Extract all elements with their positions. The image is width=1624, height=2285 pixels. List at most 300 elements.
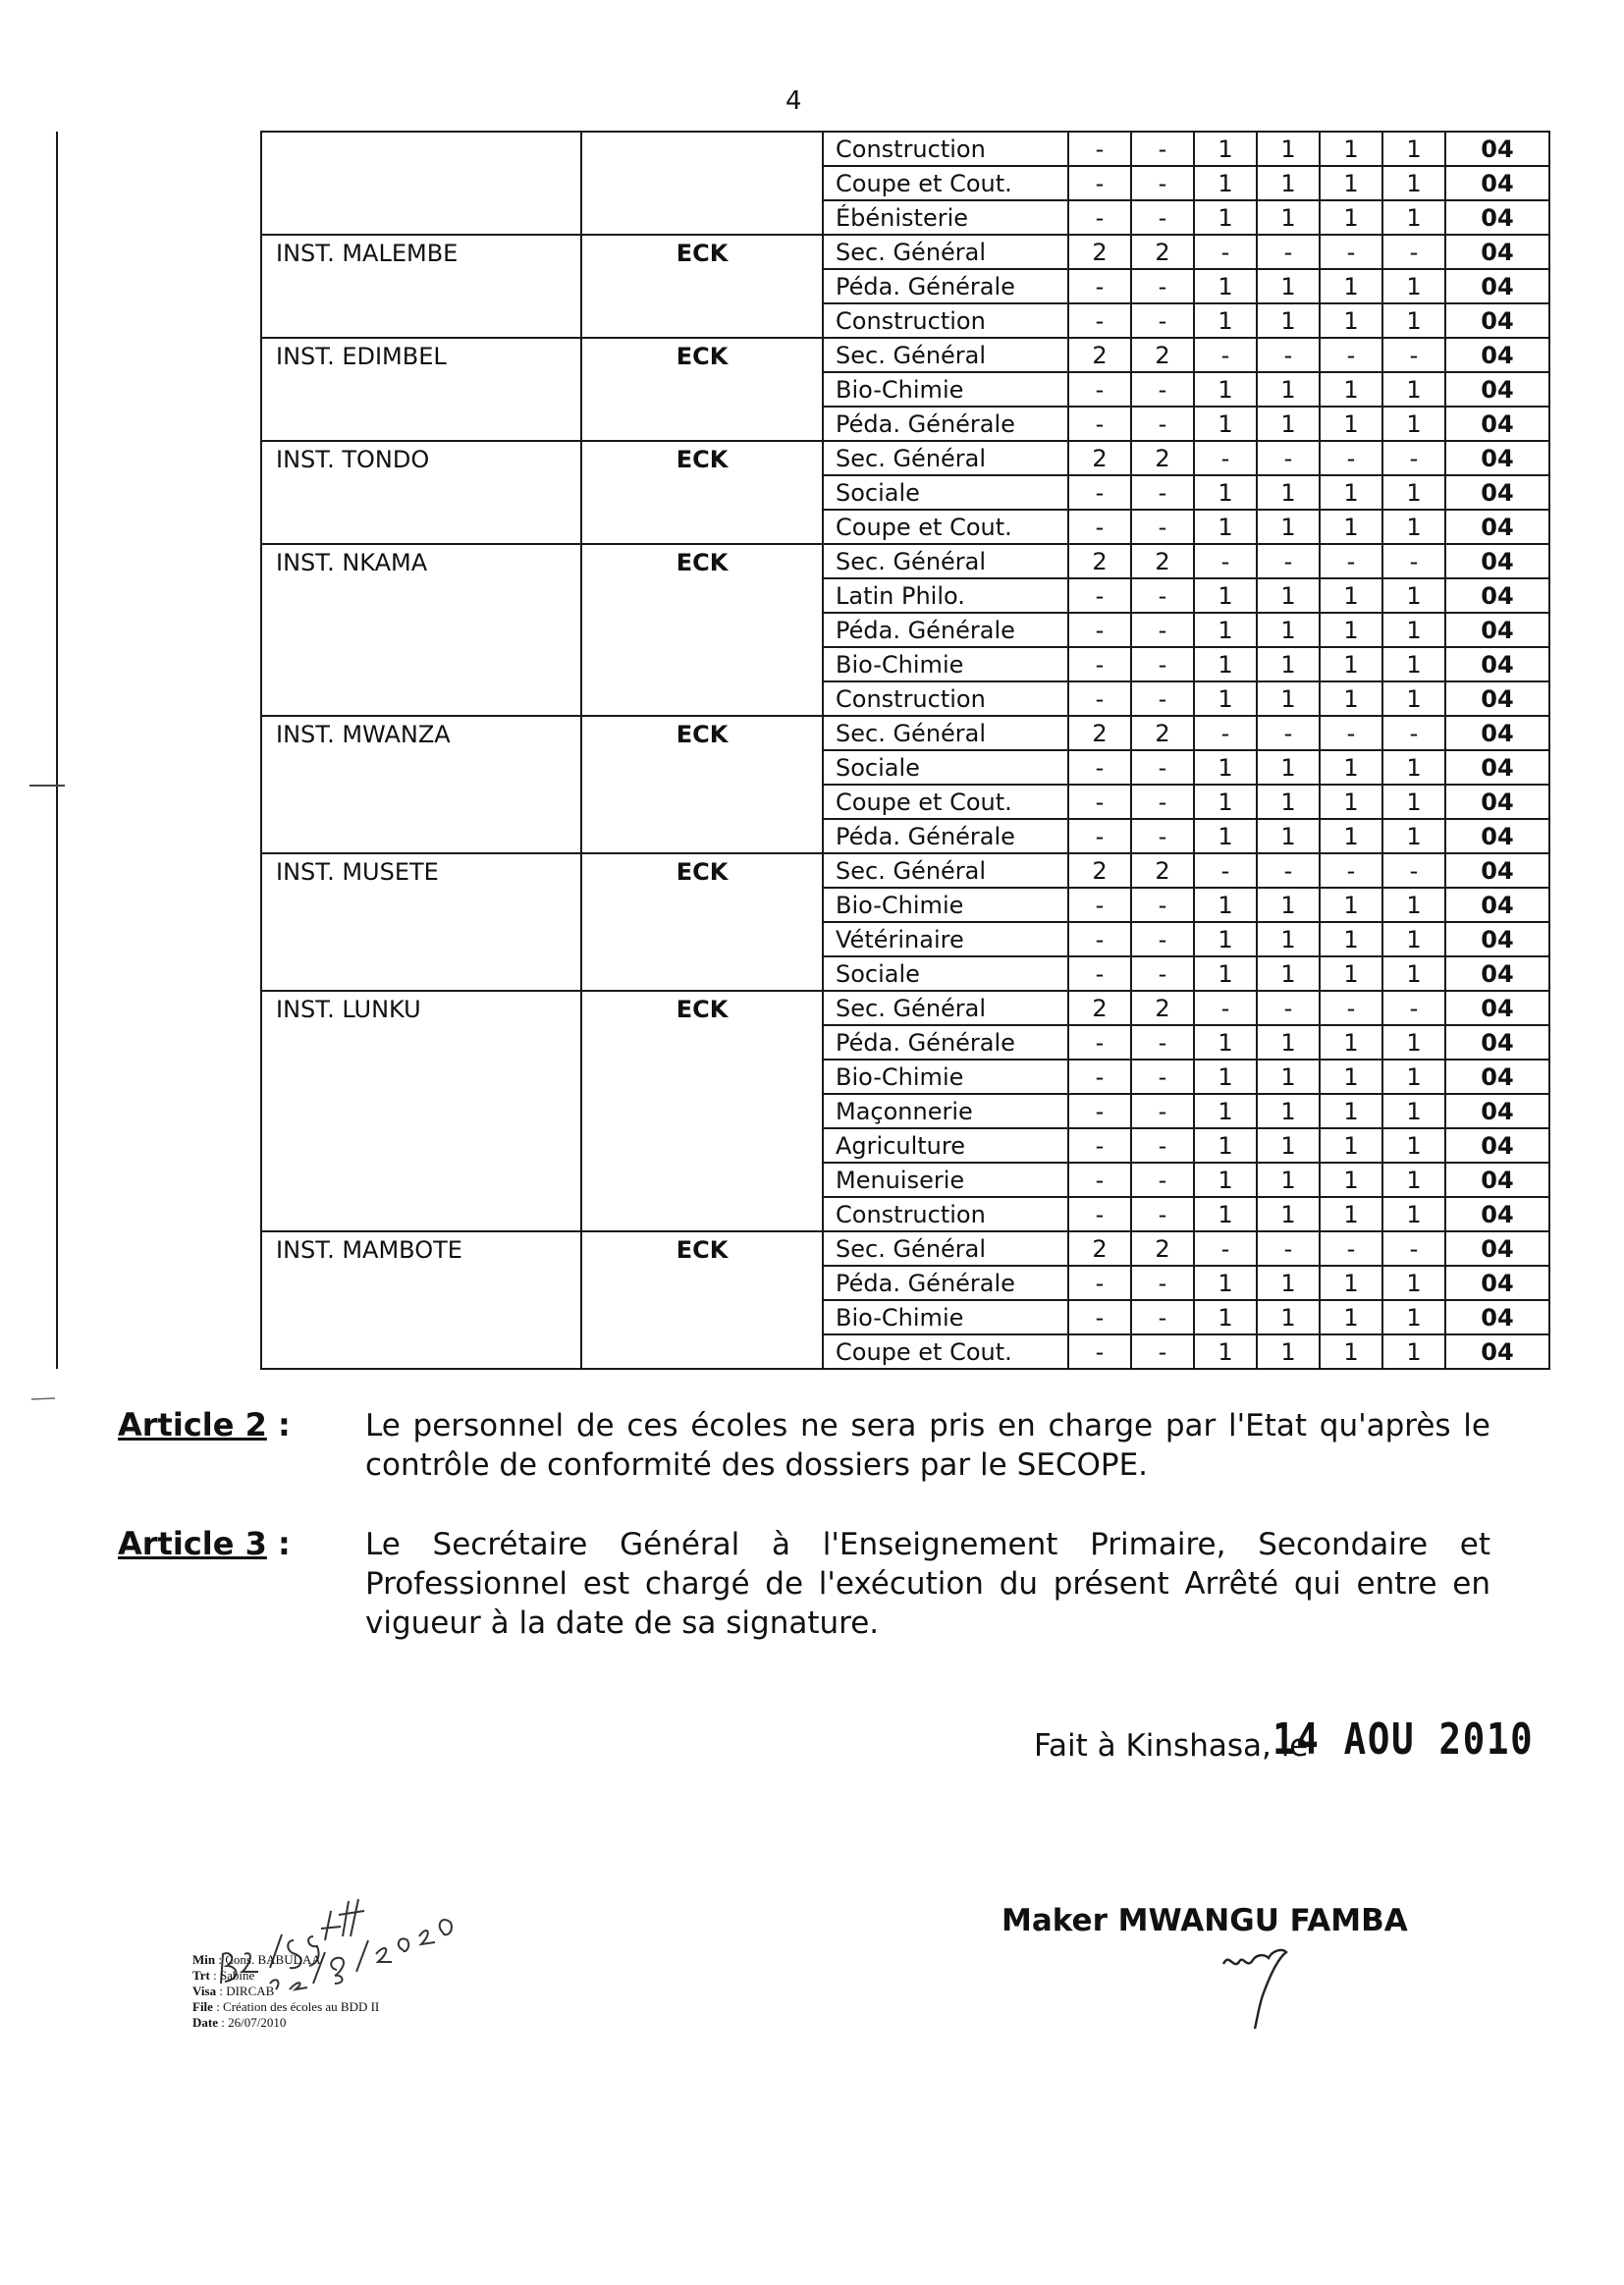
class-count-cell: - <box>1131 1334 1194 1369</box>
class-count-cell: - <box>1257 544 1320 578</box>
class-count-cell: 2 <box>1131 338 1194 372</box>
class-count-cell: - <box>1257 338 1320 372</box>
total-cell: 04 <box>1445 613 1549 647</box>
class-count-cell: 1 <box>1320 166 1382 200</box>
total-cell: 04 <box>1445 1128 1549 1163</box>
class-count-cell: 1 <box>1194 1128 1257 1163</box>
option-cell: Bio-Chimie <box>823 1060 1068 1094</box>
class-count-cell: 1 <box>1194 785 1257 819</box>
option-cell: Sociale <box>823 750 1068 785</box>
class-count-cell: 1 <box>1194 475 1257 510</box>
class-count-cell: 1 <box>1194 647 1257 681</box>
class-count-cell: 1 <box>1194 819 1257 853</box>
class-count-cell: 1 <box>1382 372 1445 407</box>
class-count-cell: - <box>1131 613 1194 647</box>
table-row <box>57 338 1549 372</box>
class-count-cell: - <box>1320 338 1382 372</box>
class-count-cell: 1 <box>1257 372 1320 407</box>
school-name-cell: INST. TONDO <box>261 441 581 544</box>
total-cell: 04 <box>1445 269 1549 303</box>
reference-value: : 26/07/2010 <box>221 2015 287 2030</box>
class-count-cell: 1 <box>1382 956 1445 991</box>
network-cell: ECK <box>581 1231 823 1369</box>
total-cell: 04 <box>1445 407 1549 441</box>
network-cell: ECK <box>581 544 823 716</box>
scan-margin-mark <box>27 776 67 795</box>
class-count-cell: - <box>1068 1197 1131 1231</box>
total-cell: 04 <box>1445 544 1549 578</box>
class-count-cell: 1 <box>1257 1128 1320 1163</box>
class-count-cell: 2 <box>1131 853 1194 888</box>
class-count-cell: 1 <box>1257 819 1320 853</box>
school-name-cell: INST. MAMBOTE <box>261 1231 581 1369</box>
class-count-cell: - <box>1382 338 1445 372</box>
class-count-cell: - <box>1131 1094 1194 1128</box>
class-count-cell: - <box>1131 200 1194 235</box>
class-count-cell: 1 <box>1257 1094 1320 1128</box>
class-count-cell: 2 <box>1068 716 1131 750</box>
class-count-cell: 1 <box>1257 1300 1320 1334</box>
class-count-cell: - <box>1068 785 1131 819</box>
class-count-cell: - <box>1257 716 1320 750</box>
class-count-cell: - <box>1194 235 1257 269</box>
class-count-cell: 1 <box>1257 1025 1320 1060</box>
class-count-cell: - <box>1068 750 1131 785</box>
option-cell: Péda. Générale <box>823 407 1068 441</box>
network-cell: ECK <box>581 235 823 338</box>
total-cell: 04 <box>1445 922 1549 956</box>
reference-value: : DIRCAB <box>219 1984 275 1998</box>
class-count-cell: 2 <box>1068 441 1131 475</box>
class-count-cell: 1 <box>1320 1128 1382 1163</box>
blank-column-cell <box>57 132 261 1369</box>
class-count-cell: - <box>1320 853 1382 888</box>
reference-value: : Sabine <box>213 1968 255 1983</box>
article-label-text: Article 3 <box>118 1525 267 1562</box>
class-count-cell: 2 <box>1131 235 1194 269</box>
class-count-cell: 1 <box>1194 578 1257 613</box>
class-count-cell: 1 <box>1194 407 1257 441</box>
reference-key: Visa <box>192 1984 217 1998</box>
school-name-cell <box>261 132 581 235</box>
network-cell: ECK <box>581 338 823 441</box>
class-count-cell: 1 <box>1194 1094 1257 1128</box>
total-cell: 04 <box>1445 750 1549 785</box>
total-cell: 04 <box>1445 1300 1549 1334</box>
class-count-cell: 1 <box>1194 269 1257 303</box>
total-cell: 04 <box>1445 578 1549 613</box>
option-cell: Vétérinaire <box>823 922 1068 956</box>
reference-row <box>192 1984 379 1999</box>
class-count-cell: - <box>1382 1231 1445 1266</box>
class-count-cell: - <box>1194 853 1257 888</box>
class-count-cell: 1 <box>1194 1060 1257 1094</box>
class-count-cell: 2 <box>1068 991 1131 1025</box>
total-cell: 04 <box>1445 200 1549 235</box>
class-count-cell: 1 <box>1320 647 1382 681</box>
table-row <box>57 544 1549 578</box>
class-count-cell: 1 <box>1320 785 1382 819</box>
class-count-cell: 1 <box>1257 510 1320 544</box>
total-cell: 04 <box>1445 1266 1549 1300</box>
option-cell: Péda. Générale <box>823 613 1068 647</box>
class-count-cell: - <box>1382 235 1445 269</box>
class-count-cell: - <box>1131 1060 1194 1094</box>
class-count-cell: 1 <box>1320 132 1382 166</box>
class-count-cell: - <box>1320 991 1382 1025</box>
class-count-cell: 1 <box>1257 166 1320 200</box>
class-count-cell: 1 <box>1257 269 1320 303</box>
class-count-cell: - <box>1131 1025 1194 1060</box>
option-cell: Bio-Chimie <box>823 372 1068 407</box>
option-cell: Sec. Général <box>823 853 1068 888</box>
table-row <box>57 991 1549 1025</box>
total-cell: 04 <box>1445 681 1549 716</box>
total-cell: 04 <box>1445 853 1549 888</box>
option-cell: Sec. Général <box>823 338 1068 372</box>
class-count-cell: - <box>1194 716 1257 750</box>
class-count-cell: 1 <box>1194 303 1257 338</box>
class-count-cell: 1 <box>1382 1094 1445 1128</box>
class-count-cell: - <box>1131 166 1194 200</box>
option-cell: Bio-Chimie <box>823 1300 1068 1334</box>
class-count-cell: 1 <box>1382 613 1445 647</box>
class-count-cell: 1 <box>1257 888 1320 922</box>
class-count-cell: - <box>1131 303 1194 338</box>
class-count-cell: 1 <box>1320 510 1382 544</box>
class-count-cell: 1 <box>1320 407 1382 441</box>
total-cell: 04 <box>1445 991 1549 1025</box>
total-cell: 04 <box>1445 475 1549 510</box>
class-count-cell: - <box>1131 681 1194 716</box>
class-count-cell: - <box>1068 1266 1131 1300</box>
class-count-cell: - <box>1068 1163 1131 1197</box>
class-count-cell: 1 <box>1194 956 1257 991</box>
class-count-cell: - <box>1131 1266 1194 1300</box>
total-cell: 04 <box>1445 785 1549 819</box>
class-count-cell: 1 <box>1194 1266 1257 1300</box>
network-cell: ECK <box>581 441 823 544</box>
class-count-cell: 2 <box>1068 853 1131 888</box>
class-count-cell: 1 <box>1257 1163 1320 1197</box>
place-of-signature: Fait à Kinshasa, le <box>1034 1728 1309 1764</box>
class-count-cell: 1 <box>1320 1266 1382 1300</box>
school-name-cell: INST. MALEMBE <box>261 235 581 338</box>
class-count-cell: - <box>1068 1094 1131 1128</box>
total-cell: 04 <box>1445 303 1549 338</box>
total-cell: 04 <box>1445 1231 1549 1266</box>
class-count-cell: 1 <box>1320 1197 1382 1231</box>
class-count-cell: 1 <box>1382 166 1445 200</box>
class-count-cell: - <box>1068 407 1131 441</box>
reference-row <box>192 2015 379 2031</box>
class-count-cell: 2 <box>1068 544 1131 578</box>
class-count-cell: - <box>1068 888 1131 922</box>
total-cell: 04 <box>1445 1025 1549 1060</box>
class-count-cell: - <box>1131 750 1194 785</box>
class-count-cell: 1 <box>1257 613 1320 647</box>
class-count-cell: 1 <box>1382 269 1445 303</box>
class-count-cell: - <box>1068 578 1131 613</box>
class-count-cell: 1 <box>1194 888 1257 922</box>
class-count-cell: 1 <box>1382 922 1445 956</box>
table-row <box>57 235 1549 269</box>
class-count-cell: 1 <box>1382 1334 1445 1369</box>
class-count-cell: - <box>1068 956 1131 991</box>
class-count-cell: 1 <box>1194 1197 1257 1231</box>
class-count-cell: 1 <box>1320 956 1382 991</box>
class-count-cell: 1 <box>1382 1266 1445 1300</box>
table-row <box>57 716 1549 750</box>
class-count-cell: - <box>1320 544 1382 578</box>
class-count-cell: 1 <box>1257 681 1320 716</box>
total-cell: 04 <box>1445 441 1549 475</box>
total-cell: 04 <box>1445 716 1549 750</box>
class-count-cell: - <box>1068 681 1131 716</box>
school-name-cell: INST. NKAMA <box>261 544 581 716</box>
article-label-text: Article 2 <box>118 1406 267 1443</box>
class-count-cell: 1 <box>1320 475 1382 510</box>
reference-value: : Cons. BABUDAA <box>218 1952 321 1967</box>
class-count-cell: - <box>1382 716 1445 750</box>
class-count-cell: 1 <box>1382 1060 1445 1094</box>
table-row <box>57 132 1549 166</box>
class-count-cell: - <box>1068 1060 1131 1094</box>
class-count-cell: 1 <box>1320 1334 1382 1369</box>
option-cell: Sociale <box>823 475 1068 510</box>
class-count-cell: 1 <box>1194 132 1257 166</box>
class-count-cell: 1 <box>1320 303 1382 338</box>
class-count-cell: 1 <box>1194 1300 1257 1334</box>
class-count-cell: 1 <box>1320 1094 1382 1128</box>
class-count-cell: 1 <box>1320 750 1382 785</box>
class-count-cell: - <box>1131 922 1194 956</box>
total-cell: 04 <box>1445 819 1549 853</box>
total-cell: 04 <box>1445 510 1549 544</box>
class-count-cell: - <box>1068 1334 1131 1369</box>
article-text: Le personnel de ces écoles ne sera pris en charge par l'Etat qu'après le contrôle de conformité des dossiers par le SECOPE. <box>365 1408 1490 1483</box>
class-count-cell: 1 <box>1320 681 1382 716</box>
class-count-cell: 1 <box>1257 132 1320 166</box>
class-count-cell: 1 <box>1194 1025 1257 1060</box>
class-count-cell: - <box>1068 647 1131 681</box>
class-count-cell: 1 <box>1257 1266 1320 1300</box>
option-cell: Latin Philo. <box>823 578 1068 613</box>
option-cell: Coupe et Cout. <box>823 1334 1068 1369</box>
reference-key: Date <box>192 2015 218 2030</box>
class-count-cell: 1 <box>1382 1163 1445 1197</box>
class-count-cell: - <box>1131 1197 1194 1231</box>
total-cell: 04 <box>1445 1197 1549 1231</box>
reference-key: Trt <box>192 1968 210 1983</box>
school-name-cell: INST. MWANZA <box>261 716 581 853</box>
total-cell: 04 <box>1445 338 1549 372</box>
option-cell: Bio-Chimie <box>823 888 1068 922</box>
class-count-cell: - <box>1131 785 1194 819</box>
class-count-cell: 1 <box>1257 647 1320 681</box>
class-count-cell: 1 <box>1382 407 1445 441</box>
article-label-sep: : <box>266 1525 291 1562</box>
class-count-cell: - <box>1131 269 1194 303</box>
class-count-cell: - <box>1382 991 1445 1025</box>
class-count-cell: - <box>1131 819 1194 853</box>
class-count-cell: 1 <box>1382 888 1445 922</box>
option-cell: Sec. Général <box>823 235 1068 269</box>
class-count-cell: 1 <box>1194 510 1257 544</box>
class-count-cell: - <box>1257 991 1320 1025</box>
class-count-cell: 2 <box>1068 338 1131 372</box>
option-cell: Bio-Chimie <box>823 647 1068 681</box>
class-count-cell: 1 <box>1320 1300 1382 1334</box>
network-cell <box>581 132 823 235</box>
class-count-cell: 1 <box>1382 1197 1445 1231</box>
article-label <box>118 1525 291 1562</box>
total-cell: 04 <box>1445 956 1549 991</box>
option-cell: Ébénisterie <box>823 200 1068 235</box>
class-count-cell: - <box>1131 1163 1194 1197</box>
class-count-cell: 1 <box>1382 132 1445 166</box>
class-count-cell: 1 <box>1320 269 1382 303</box>
article-label <box>118 1406 291 1443</box>
class-count-cell: - <box>1068 819 1131 853</box>
option-cell: Construction <box>823 681 1068 716</box>
class-count-cell: - <box>1068 1300 1131 1334</box>
class-count-cell: - <box>1131 888 1194 922</box>
option-cell: Sec. Général <box>823 716 1068 750</box>
class-count-cell: - <box>1320 235 1382 269</box>
class-count-cell: 1 <box>1382 647 1445 681</box>
class-count-cell: - <box>1068 613 1131 647</box>
class-count-cell: - <box>1257 235 1320 269</box>
class-count-cell: 1 <box>1194 1334 1257 1369</box>
class-count-cell: - <box>1068 922 1131 956</box>
class-count-cell: 1 <box>1257 475 1320 510</box>
class-count-cell: 1 <box>1194 750 1257 785</box>
class-count-cell: 1 <box>1382 578 1445 613</box>
class-count-cell: 2 <box>1068 235 1131 269</box>
total-cell: 04 <box>1445 235 1549 269</box>
class-count-cell: 1 <box>1257 407 1320 441</box>
class-count-cell: 1 <box>1382 510 1445 544</box>
class-count-cell: 2 <box>1131 991 1194 1025</box>
school-name-cell: INST. EDIMBEL <box>261 338 581 441</box>
class-count-cell: - <box>1131 578 1194 613</box>
class-count-cell: 1 <box>1257 1334 1320 1369</box>
reference-key: File <box>192 1999 213 2014</box>
scan-margin-mark <box>29 1394 59 1404</box>
option-cell: Coupe et Cout. <box>823 785 1068 819</box>
class-count-cell: 1 <box>1320 819 1382 853</box>
option-cell: Coupe et Cout. <box>823 166 1068 200</box>
class-count-cell: - <box>1194 991 1257 1025</box>
class-count-cell: 1 <box>1320 1025 1382 1060</box>
option-cell: Construction <box>823 132 1068 166</box>
class-count-cell: 1 <box>1257 1060 1320 1094</box>
class-count-cell: - <box>1068 303 1131 338</box>
class-count-cell: 1 <box>1382 1300 1445 1334</box>
class-count-cell: 1 <box>1382 200 1445 235</box>
class-count-cell: 1 <box>1382 1025 1445 1060</box>
network-cell: ECK <box>581 853 823 991</box>
class-count-cell: - <box>1382 853 1445 888</box>
class-count-cell: - <box>1257 853 1320 888</box>
class-count-cell: 1 <box>1194 922 1257 956</box>
total-cell: 04 <box>1445 888 1549 922</box>
signatory-name: Maker MWANGU FAMBA <box>1001 1903 1408 1938</box>
class-count-cell: - <box>1068 269 1131 303</box>
class-count-cell: 1 <box>1257 578 1320 613</box>
class-count-cell: 2 <box>1068 1231 1131 1266</box>
network-cell: ECK <box>581 716 823 853</box>
reference-row <box>192 1999 379 2015</box>
class-count-cell: 1 <box>1320 1163 1382 1197</box>
school-name-cell: INST. MUSETE <box>261 853 581 991</box>
option-cell: Construction <box>823 303 1068 338</box>
class-count-cell: 1 <box>1382 303 1445 338</box>
reference-row <box>192 1952 379 1968</box>
total-cell: 04 <box>1445 1163 1549 1197</box>
total-cell: 04 <box>1445 1334 1549 1369</box>
class-count-cell: 1 <box>1194 681 1257 716</box>
option-cell: Péda. Générale <box>823 269 1068 303</box>
school-name-cell: INST. LUNKU <box>261 991 581 1231</box>
network-cell: ECK <box>581 991 823 1231</box>
class-count-cell: - <box>1068 475 1131 510</box>
class-count-cell: 1 <box>1382 750 1445 785</box>
class-count-cell: - <box>1131 510 1194 544</box>
class-count-cell: 1 <box>1320 888 1382 922</box>
option-cell: Péda. Générale <box>823 819 1068 853</box>
class-count-cell: - <box>1320 716 1382 750</box>
class-count-cell: 1 <box>1257 956 1320 991</box>
class-count-cell: 1 <box>1194 613 1257 647</box>
class-count-cell: - <box>1131 475 1194 510</box>
article-label-sep: : <box>266 1406 291 1443</box>
reference-block <box>192 1952 379 2031</box>
class-count-cell: - <box>1257 441 1320 475</box>
class-count-cell: - <box>1131 1128 1194 1163</box>
class-count-cell: 1 <box>1320 922 1382 956</box>
option-cell: Coupe et Cout. <box>823 510 1068 544</box>
class-count-cell: - <box>1382 441 1445 475</box>
total-cell: 04 <box>1445 166 1549 200</box>
class-count-cell: 1 <box>1320 1060 1382 1094</box>
table-row <box>57 441 1549 475</box>
article-text: Le Secrétaire Général à l'Enseignement Primaire, Secondaire et Professionnel est chargé de l'exécution du présent Arrêté qui entre en vigueur à la date de sa signature. <box>365 1527 1490 1641</box>
option-cell: Péda. Générale <box>823 1025 1068 1060</box>
class-count-cell: - <box>1068 200 1131 235</box>
total-cell: 04 <box>1445 647 1549 681</box>
reference-row <box>192 1968 379 1984</box>
class-count-cell: 1 <box>1320 613 1382 647</box>
class-count-cell: - <box>1068 372 1131 407</box>
class-count-cell: - <box>1068 510 1131 544</box>
class-count-cell: 1 <box>1382 785 1445 819</box>
page-number: 4 <box>785 86 802 116</box>
option-cell: Sec. Général <box>823 991 1068 1025</box>
class-count-cell: 1 <box>1320 372 1382 407</box>
class-count-cell: - <box>1131 956 1194 991</box>
class-count-cell: 1 <box>1382 681 1445 716</box>
class-count-cell: 1 <box>1257 1197 1320 1231</box>
class-count-cell: 1 <box>1194 166 1257 200</box>
class-count-cell: - <box>1131 1300 1194 1334</box>
option-cell: Péda. Générale <box>823 1266 1068 1300</box>
option-cell: Sec. Général <box>823 1231 1068 1266</box>
option-cell: Construction <box>823 1197 1068 1231</box>
class-count-cell: - <box>1068 1128 1131 1163</box>
class-count-cell: 1 <box>1194 200 1257 235</box>
